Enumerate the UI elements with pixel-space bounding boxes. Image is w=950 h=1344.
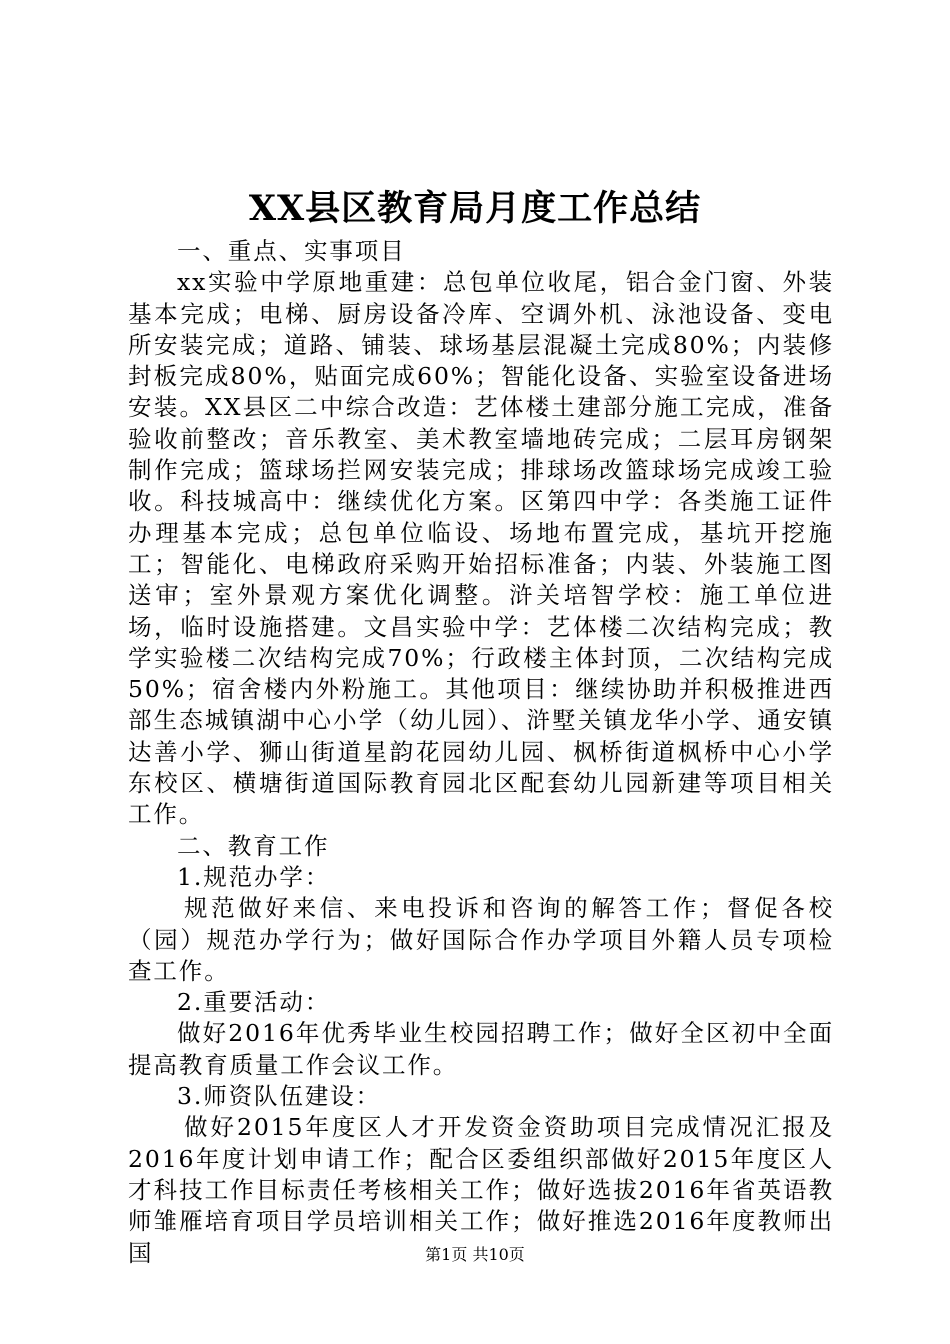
page-number-footer: 第1页 共10页	[425, 1245, 525, 1264]
document-body	[128, 236, 834, 1269]
paragraph-standard-schooling: 规范做好来信、来电投诉和咨询的解答工作；督促各校（园）规范办学行为；做好国际合作办学项目外籍人员专项检查工作。	[128, 894, 834, 985]
paragraph-teacher-team: 做好2015年度区人才开发资金资助项目完成情况汇报及2016年度计划申请工作；配合区委组织部做好2015年度区人才科技工作目标责任考核相关工作；做好选拔2016年省英语教师雏雁培育项目学员培训相关工作；做好推选2016年度教师出国	[128, 1113, 834, 1267]
subheading-standard-schooling: 1.规范办学：	[177, 862, 331, 891]
paragraph-important-activities: 做好2016年优秀毕业生校园招聘工作；做好全区初中全面提高教育质量工作会议工作。	[128, 1019, 834, 1079]
section-heading-key-projects: 一、重点、实事项目	[177, 237, 406, 265]
subheading-teacher-team: 3.师资队伍建设：	[177, 1082, 382, 1111]
section-heading-education-work: 二、教育工作	[177, 831, 330, 860]
paragraph-key-projects: xx实验中学原地重建：总包单位收尾，铝合金门窗、外装基本完成；电梯、厨房设备冷库、空调外机、泳池设备、变电所安装完成；道路、铺装、球场基层混凝土完成80%；内装修封板完成80%，贴面完成60%；智能化设备、实验室设备进场安装。XX县区二中综合改造：艺体楼土建部分施工完成，准备验收前整改；音乐教室、美术教室墙地砖完成；二层耳房钢架制作完成；篮球场拦网安装完成；排球场改篮球场完成竣工验收。科技城高中：继续优化方案。区第四中学：各类施工证件办理基本完成；总包单位临设、场地布置完成，基坑开挖施工；智能化、电梯政府采购开始招标准备；内装、外装施工图送审；室外景观方案优化调整。浒关培智学校：施工单位进场，临时设施搭建。文昌实验中学：艺体楼二次结构完成；教学实验楼二次结构完成70%；行政楼主体封顶，二次结构完成50%；宿舍楼内外粉施工。其他项目：继续协助并积极推进西部生态城镇湖中心小学（幼儿园）、浒墅关镇龙华小学、通安镇达善小学、狮山街道星韵花园幼儿园、枫桥街道枫桥中心小学东校区、横塘街道国际教育园北区配套幼儿园新建等项目相关工作。	[128, 268, 834, 829]
document-title: XX县区教育局月度工作总结	[248, 188, 702, 229]
subheading-important-activities: 2.重要活动：	[177, 988, 331, 1017]
